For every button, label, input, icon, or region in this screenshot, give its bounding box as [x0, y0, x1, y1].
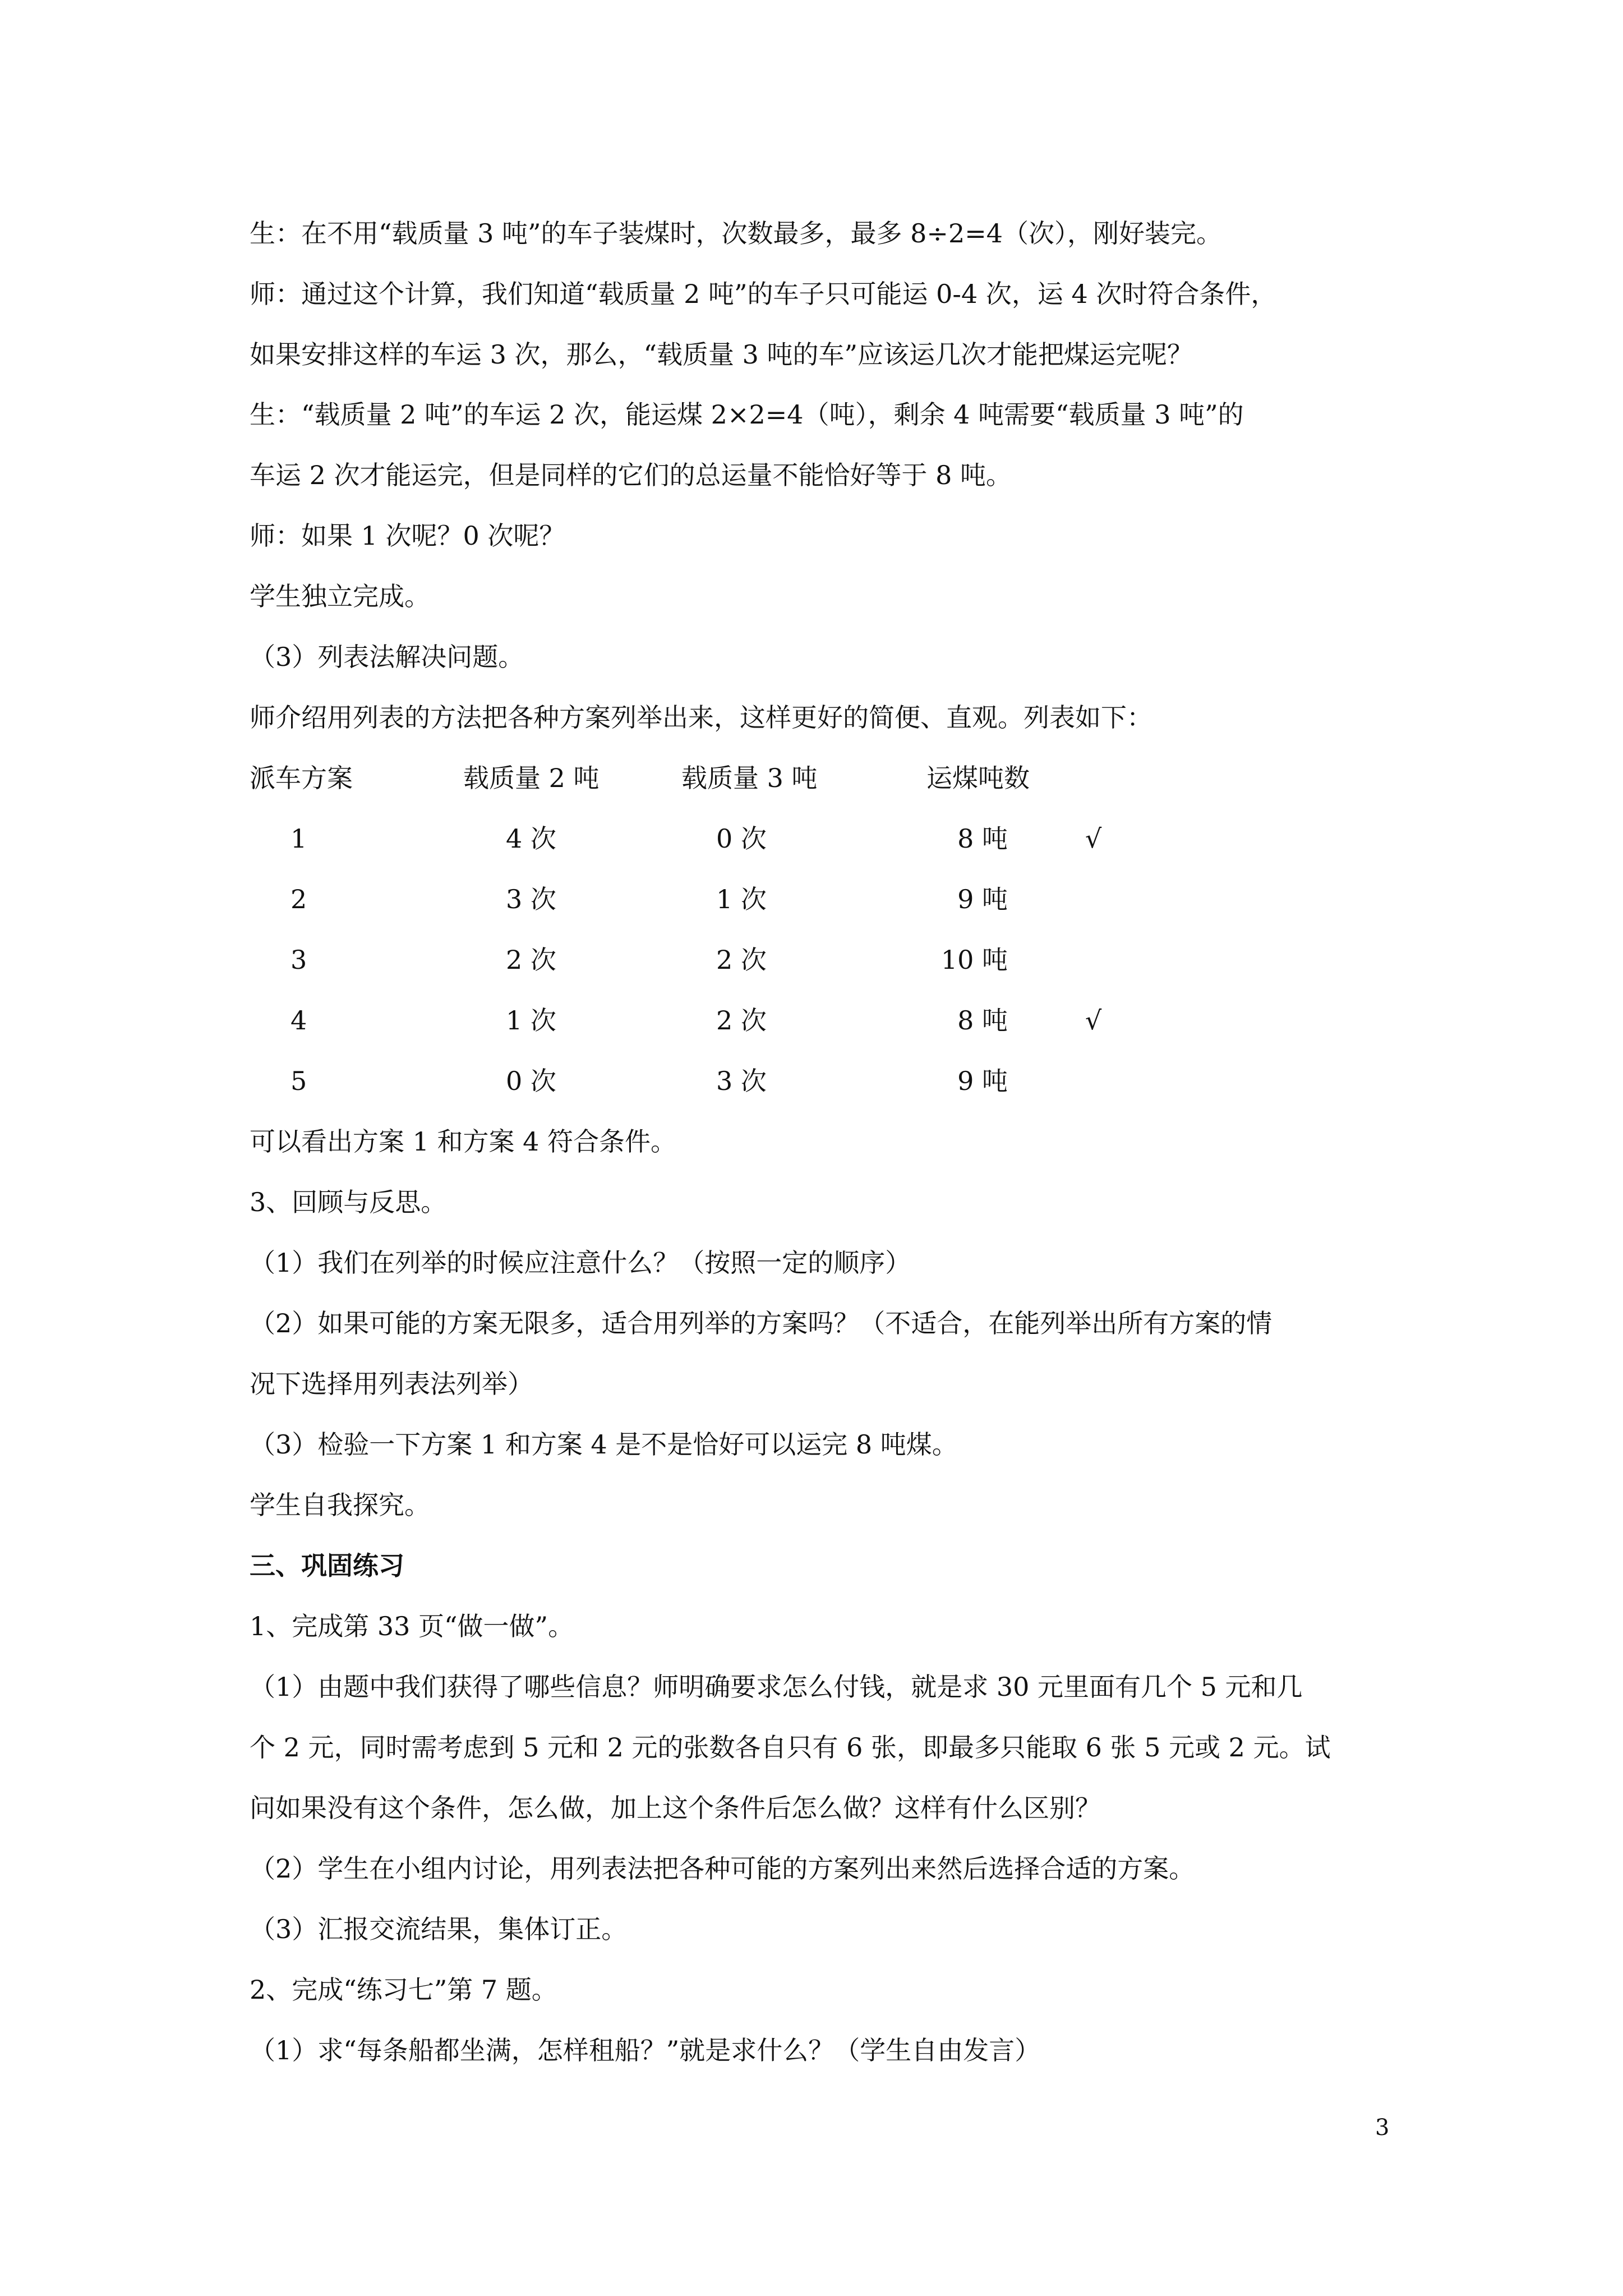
- paragraph-teacher-1-line-2: 如果安排这样的车运 3 次，那么，“载质量 3 吨的车”应该运几次才能把煤运完呢？: [250, 339, 1193, 370]
- check-mark-icon: √: [1085, 823, 1102, 854]
- table-cell-plan: 3: [291, 945, 307, 975]
- table-cell-total: 10 吨: [940, 945, 1008, 975]
- table-cell-two-ton: 2 次: [506, 945, 556, 975]
- table-cell-plan: 2: [291, 884, 307, 914]
- table-cell-plan: 1: [291, 823, 307, 854]
- paragraph-student-work: 学生独立完成。: [250, 581, 430, 611]
- paragraph-step-3: （3）列表法解决问题。: [250, 642, 524, 672]
- paragraph-review-2-line-2: 况下选择用列表法列举）: [250, 1369, 533, 1399]
- paragraph-teacher-1-line-1: 师：通过这个计算，我们知道“载质量 2 吨”的车子只可能运 0-4 次，运 4 次时符合条件，: [250, 279, 1277, 309]
- paragraph-exercise-2-q1: （1）求“每条船都坐满，怎样租船？”就是求什么？（学生自由发言）: [250, 2035, 1041, 2065]
- check-mark-icon: √: [1085, 1005, 1102, 1036]
- table-cell-two-ton: 1 次: [506, 1005, 556, 1036]
- section-heading: 三、巩固练习: [250, 1550, 404, 1581]
- paragraph-exercise-2: 2、完成“练习七”第 7 题。: [250, 1975, 557, 2005]
- table-header-plan: 派车方案: [250, 763, 353, 793]
- paragraph-review-1: （1）我们在列举的时候应注意什么？（按照一定的顺序）: [250, 1248, 911, 1278]
- paragraph-exercise-1-q1-line-2: 个 2 元，同时需考虑到 5 元和 2 元的张数各自只有 6 张，即最多只能取 6 张 5 元或 2 元。试: [250, 1732, 1331, 1763]
- table-cell-three-ton: 2 次: [716, 945, 767, 975]
- table-cell-three-ton: 0 次: [716, 823, 767, 854]
- table-cell-total: 9 吨: [957, 1066, 1008, 1096]
- table-cell-three-ton: 2 次: [716, 1005, 767, 1036]
- table-cell-two-ton: 3 次: [506, 884, 556, 914]
- paragraph-review-3: （3）检验一下方案 1 和方案 4 是不是恰好可以运完 8 吨煤。: [250, 1429, 958, 1460]
- table-cell-plan: 5: [291, 1066, 307, 1096]
- paragraph-self-explore: 学生自我探究。: [250, 1490, 430, 1520]
- paragraph-exercise-1: 1、完成第 33 页“做一做”。: [250, 1611, 574, 1641]
- table-header-three-ton: 载质量 3 吨: [681, 763, 818, 793]
- paragraph-exercise-1-q2: （2）学生在小组内讨论，用列表法把各种可能的方案列出来然后选择合适的方案。: [250, 1853, 1195, 1884]
- table-cell-total: 8 吨: [957, 1005, 1008, 1036]
- page-number: 3: [1375, 2115, 1390, 2141]
- table-header-two-ton: 载质量 2 吨: [463, 763, 600, 793]
- paragraph-exercise-1-q1-line-1: （1）由题中我们获得了哪些信息？师明确要求怎么付钱，就是求 30 元里面有几个 5 元和几: [250, 1672, 1303, 1702]
- table-header-total: 运煤吨数: [926, 763, 1030, 793]
- paragraph-student-answer-1: 生：在不用“载质量 3 吨”的车子装煤时，次数最多，最多 8÷2=4（次），刚好装完。: [250, 218, 1223, 249]
- table-cell-three-ton: 1 次: [716, 884, 767, 914]
- paragraph-exercise-1-q3: （3）汇报交流结果，集体订正。: [250, 1914, 628, 1944]
- table-cell-three-ton: 3 次: [716, 1066, 767, 1096]
- paragraph-review-heading: 3、回顾与反思。: [250, 1187, 447, 1217]
- paragraph-table-intro: 师介绍用列表的方法把各种方案列举出来，这样更好的简便、直观。列表如下：: [250, 702, 1152, 733]
- paragraph-student-answer-2-line-1: 生：“载质量 2 吨”的车运 2 次，能运煤 2×2=4（吨），剩余 4 吨需要“载质量 3 吨”的: [250, 399, 1244, 430]
- table-cell-plan: 4: [291, 1005, 307, 1036]
- paragraph-exercise-1-q1-line-3: 问如果没有这个条件，怎么做，加上这个条件后怎么做？这样有什么区别？: [250, 1793, 1101, 1823]
- paragraph-teacher-2: 师：如果 1 次呢？0 次呢？: [250, 521, 565, 551]
- table-cell-two-ton: 4 次: [506, 823, 556, 854]
- paragraph-student-answer-2-line-2: 车运 2 次才能运完，但是同样的它们的总运量不能恰好等于 8 吨。: [250, 460, 1012, 490]
- paragraph-conclusion: 可以看出方案 1 和方案 4 符合条件。: [250, 1126, 677, 1157]
- table-cell-total: 8 吨: [957, 823, 1008, 854]
- paragraph-review-2-line-1: （2）如果可能的方案无限多，适合用列举的方案吗？（不适合，在能列举出所有方案的情: [250, 1308, 1272, 1338]
- table-cell-two-ton: 0 次: [506, 1066, 556, 1096]
- table-cell-total: 9 吨: [957, 884, 1008, 914]
